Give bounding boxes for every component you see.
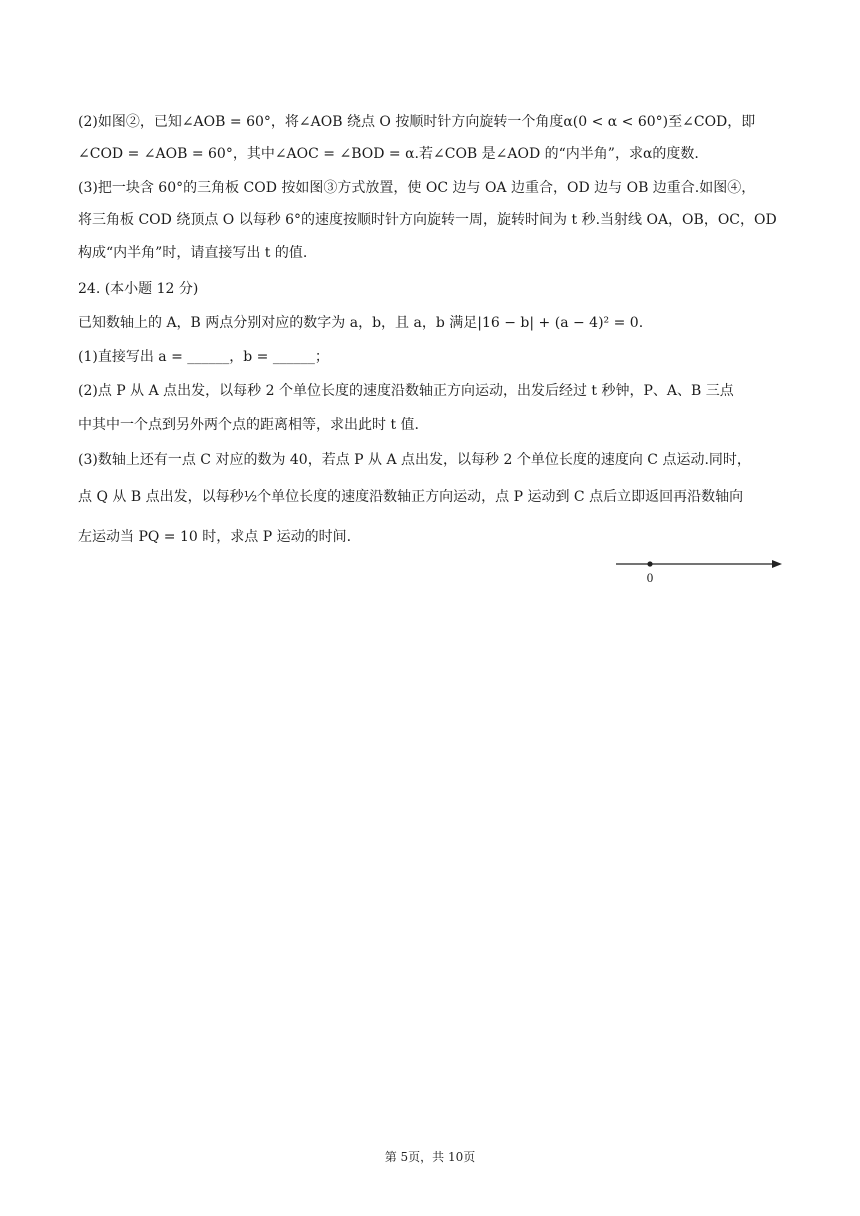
number-line-origin-point [647,561,652,566]
q24-part3-line3: 左运动当 PQ = 10 时，求点 P 运动的时间. [78,529,352,545]
q23-part3-line2: 将三角板 COD 绕顶点 O 以每秒 6°的速度按顺时针方向旋转一周，旋转时间为 t 秒.当射线 OA，OB，OC，OD [78,212,777,228]
q23-part3-line3: 构成“内半角”时，请直接写出 t 的值. [78,245,308,261]
q24-part2-line1: (2)点 P 从 A 点出发，以每秒 2 个单位长度的速度沿数轴正方向运动，出发后经过 t 秒钟，P、A、B 三点 [78,383,734,399]
q24-part3-line1: (3)数轴上还有一点 C 对应的数为 40，若点 P 从 A 点出发，以每秒 2 个单位长度的速度向 C 点运动.同时， [78,452,751,468]
q23-part2-line2: ∠COD = ∠AOB = 60°，其中∠AOC = ∠BOD = α.若∠COB 是∠AOD 的“内半角”，求α的度数. [78,146,699,162]
number-line-origin-label: 0 [646,570,654,585]
number-line [612,553,788,587]
q24-part3-line2: 点 Q 从 B 点出发，以每秒½个单位长度的速度沿数轴正方向运动，点 P 运动到 C 点后立即返回再沿数轴向 [78,489,744,505]
q24-part2-line2: 中其中一个点到另外两个点的距离相等，求出此时 t 值. [78,417,419,433]
q24-part1: (1)直接写出 a = ______，b = ______； [78,349,329,365]
q23-part3-line1: (3)把一块含 60°的三角板 COD 按如图③方式放置，使 OC 边与 OA 边重合，OD 边与 OB 边重合.如图④， [78,180,756,196]
q23-part2-line1: (2)如图②，已知∠AOB = 60°，将∠AOB 绕点 O 按顺时针方向旋转一个角度α(0 < α < 60°)至∠COD，即 [78,114,756,130]
q24-heading: 24. (本小题 12 分) [78,281,199,297]
page-footer: 第 5页，共 10页 [384,1150,476,1164]
q24-stem: 已知数轴上的 A，B 两点分别对应的数字为 a，b，且 a，b 满足|16 − b| + (a − 4)² = 0. [78,315,644,331]
number-line-arrow [772,560,782,568]
